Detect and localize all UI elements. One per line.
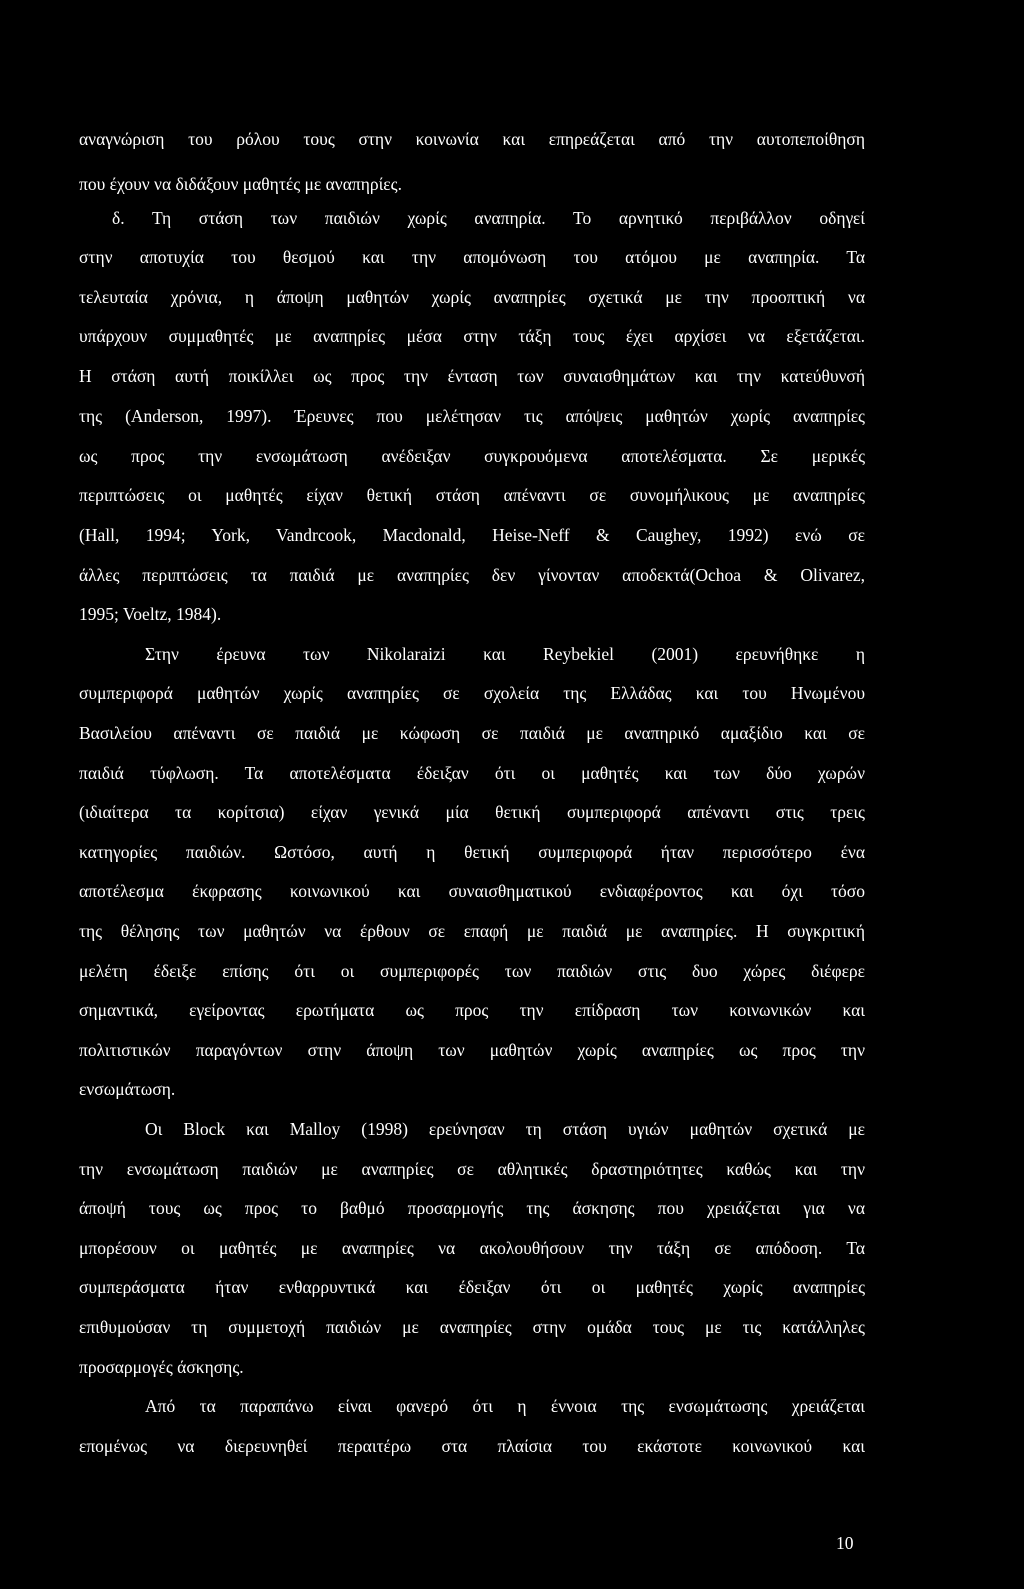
page-number: 10	[836, 1533, 854, 1553]
text-line: παιδιά τύφλωση. Τα αποτελέσματα έδειξαν ότι οι μαθητές και των δύο χωρών	[79, 763, 865, 783]
text-line: που έχουν να διδάξουν μαθητές με αναπηρίες.	[79, 174, 402, 194]
text-line: σημαντικά, εγείροντας ερωτήματα ως προς την επίδραση των κοινωνικών και	[79, 1000, 865, 1020]
text-line: αναγνώριση του ρόλου τους στην κοινωνία και επηρεάζεται από την αυτοπεποίθηση	[79, 129, 865, 149]
text-line: κατηγορίες παιδιών. Ωστόσο, αυτή η θετική συμπεριφορά ήταν περισσότερο ένα	[79, 842, 865, 862]
text-line: συμπεριφορά μαθητών χωρίς αναπηρίες σε σχολεία της Ελλάδας και του Ηνωμένου	[79, 683, 865, 703]
text-line: την ενσωμάτωση παιδιών με αναπηρίες σε αθλητικές δραστηριότητες καθώς και την	[79, 1159, 865, 1179]
text-line: (ιδιαίτερα τα κορίτσια) είχαν γενικά μία θετική συμπεριφορά απέναντι στις τρεις	[79, 802, 865, 822]
text-line: (Hall, 1994; York, Vandrcook, Macdonald, Heise-Neff & Caughey, 1992) ενώ σε	[79, 525, 865, 545]
text-line: της θέλησης των μαθητών να έρθουν σε επαφή με παιδιά με αναπηρίες. Η συγκριτική	[79, 921, 865, 941]
text-line: της (Anderson, 1997). Έρευνες που μελέτησαν τις απόψεις μαθητών χωρίς αναπηρίες	[79, 406, 865, 426]
text-line: Στην έρευνα των Nikolaraizi και Reybekiel (2001) ερευνήθηκε η	[145, 644, 865, 664]
text-line: αποτέλεσμα έκφρασης κοινωνικού και συναισθηματικού ενδιαφέροντος και όχι τόσο	[79, 881, 865, 901]
text-line: συμπεράσματα ήταν ενθαρρυντικά και έδειξαν ότι οι μαθητές χωρίς αναπηρίες	[79, 1277, 865, 1297]
text-line: προσαρμογές άσκησης.	[79, 1357, 244, 1377]
text-line: άλλες περιπτώσεις τα παιδιά με αναπηρίες δεν γίνονταν αποδεκτά(Ochoa & Olivarez,	[79, 565, 865, 585]
text-line: Οι Block και Malloy (1998) ερεύνησαν τη στάση υγιών μαθητών σχετικά με	[145, 1119, 865, 1139]
text-line: Βασιλείου απέναντι σε παιδιά με κώφωση σε παιδιά με αναπηρικό αμαξίδιο και σε	[79, 723, 865, 743]
text-line: στην αποτυχία του θεσμού και την απομόνωση του ατόμου με αναπηρία. Τα	[79, 247, 865, 267]
text-line: περιπτώσεις οι μαθητές είχαν θετική στάση απέναντι σε συνομήλικους με αναπηρίες	[79, 485, 865, 505]
text-line: μελέτη έδειξε επίσης ότι οι συμπεριφορές των παιδιών στις δυο χώρες διέφερε	[79, 961, 865, 981]
text-line: 1995; Voeltz, 1984).	[79, 604, 222, 624]
text-line: επομένως να διερευνηθεί περαιτέρω στα πλαίσια του εκάστοτε κοινωνικού και	[79, 1436, 865, 1456]
text-line: δ. Τη στάση των παιδιών χωρίς αναπηρία. Το αρνητικό περιβάλλον οδηγεί	[112, 208, 865, 228]
text-line: επιθυμούσαν τη συμμετοχή παιδιών με αναπηρίες στην ομάδα τους με τις κατάλληλες	[79, 1317, 865, 1337]
text-line: μπορέσουν οι μαθητές με αναπηρίες να ακολουθήσουν την τάξη σε απόδοση. Τα	[79, 1238, 865, 1258]
text-line: άποψή τους ως προς το βαθμό προσαρμογής της άσκησης που χρειάζεται για να	[79, 1198, 865, 1218]
text-line: τελευταία χρόνια, η άποψη μαθητών χωρίς αναπηρίες σχετικά με την προοπτική να	[79, 287, 865, 307]
text-line: ενσωμάτωση.	[79, 1079, 176, 1099]
text-line: Η στάση αυτή ποικίλλει ως προς την ένταση των συναισθημάτων και την κατεύθυνσή	[79, 366, 865, 386]
text-line: πολιτιστικών παραγόντων στην άποψη των μαθητών χωρίς αναπηρίες ως προς την	[79, 1040, 865, 1060]
text-line: Από τα παραπάνω είναι φανερό ότι η έννοια της ενσωμάτωσης χρειάζεται	[145, 1396, 865, 1416]
text-line: ως προς την ενσωμάτωση ανέδειξαν συγκρουόμενα αποτελέσματα. Σε μερικές	[79, 446, 865, 466]
text-line: υπάρχουν συμμαθητές με αναπηρίες μέσα στην τάξη τους έχει αρχίσει να εξετάζεται.	[79, 326, 865, 346]
